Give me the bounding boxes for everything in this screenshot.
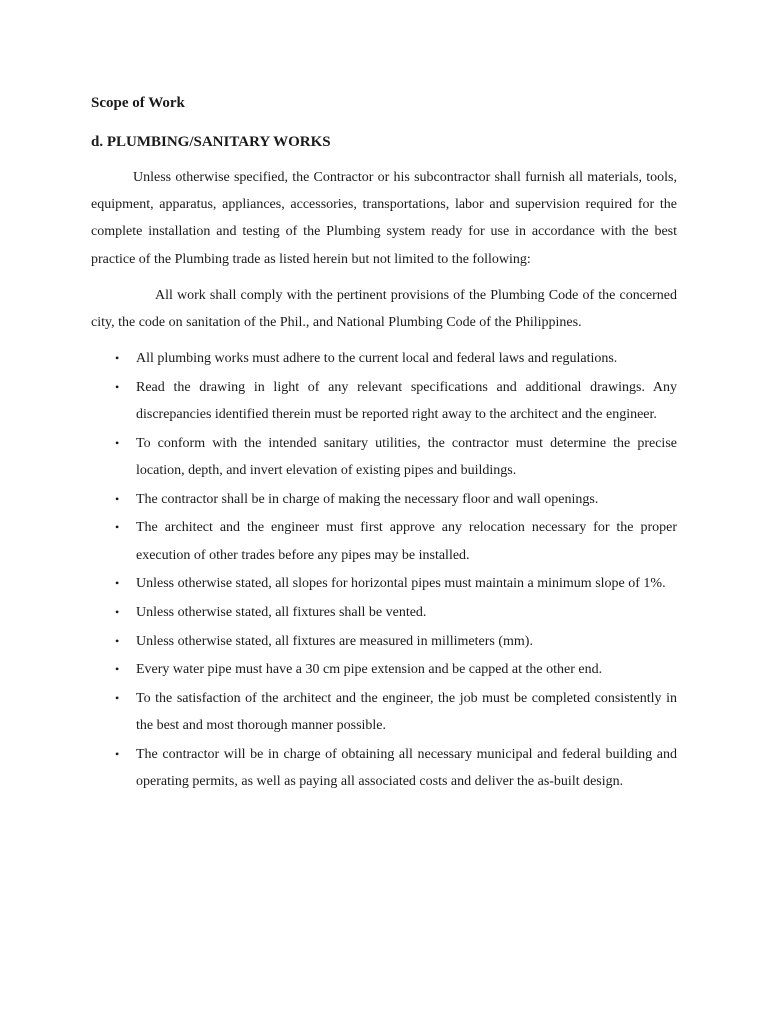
list-item [91, 486, 677, 513]
bullet-icon: • [115, 691, 120, 706]
list-item [91, 514, 677, 568]
list-item [91, 599, 677, 626]
bullet-icon: • [115, 435, 120, 450]
list-item [91, 628, 677, 655]
list-item [91, 741, 677, 795]
list-item-text: The contractor shall be in charge of making the necessary floor and wall openings. [136, 491, 599, 507]
bullet-icon: • [115, 747, 120, 762]
list-item-text: Unless otherwise stated, all fixtures shall be vented. [136, 605, 427, 621]
section-heading: d. PLUMBING/SANITARY WORKS [91, 134, 331, 150]
list-item-text: To the satisfaction of the architect and the engineer, the job must be completed consistently in the best and most thorough manner possible. [136, 691, 677, 734]
list-item-text: Unless otherwise stated, all slopes for horizontal pipes must maintain a minimum slope of 1%. [136, 576, 666, 592]
intro-paragraph: Unless otherwise specified, the Contractor or his subcontractor shall furnish all materials, tools, equipment, apparatus, appliances, accessories, transportations, labor and supervision required for the complete installation and testing of the Plumbing system ready for use in accordance with the best practice of the Plumbing trade as listed herein but not limited to the following: [91, 170, 677, 267]
list-item-text: All plumbing works must adhere to the current local and federal laws and regulations. [136, 351, 618, 367]
list-item-text: Every water pipe must have a 30 cm pipe extension and be capped at the other end. [136, 662, 603, 678]
document-title: Scope of Work [91, 95, 185, 111]
list-item-text: Read the drawing in light of any relevant specifications and additional drawings. Any discrepancies identified therein must be reported right away to the architect and the engineer. [136, 379, 677, 423]
bullet-icon: • [115, 351, 120, 366]
list-item [91, 685, 677, 739]
compliance-paragraph: All work shall comply with the pertinent provisions of the Plumbing Code of the concerned city, the code on sanitation of the Phil., and National Plumbing Code of the Philippines. [91, 287, 677, 331]
list-item-text: The contractor will be in charge of obtaining all necessary municipal and federal building and operating permits, as well as paying all associated costs and deliver the as-built design. [136, 747, 677, 790]
bullet-icon: • [115, 491, 120, 506]
list-item-text: The architect and the engineer must first approve any relocation necessary for the proper execution of other trades before any pipes may be installed. [136, 520, 677, 563]
list-item [91, 430, 677, 484]
list-item [91, 570, 677, 597]
list-item [91, 374, 677, 428]
document-page [91, 90, 677, 797]
bullet-icon: • [115, 662, 120, 677]
list-item [91, 656, 677, 683]
bullet-icon: • [115, 520, 120, 535]
list-item [91, 345, 677, 372]
list-item-text: Unless otherwise stated, all fixtures are measured in millimeters (mm). [136, 633, 533, 649]
bullet-icon: • [115, 576, 120, 591]
bullet-icon: • [115, 379, 120, 394]
requirements-list [91, 345, 677, 795]
list-item-text: To conform with the intended sanitary utilities, the contractor must determine the precise location, depth, and invert elevation of existing pipes and buildings. [136, 435, 677, 479]
bullet-icon: • [115, 633, 120, 648]
bullet-icon: • [115, 605, 120, 620]
